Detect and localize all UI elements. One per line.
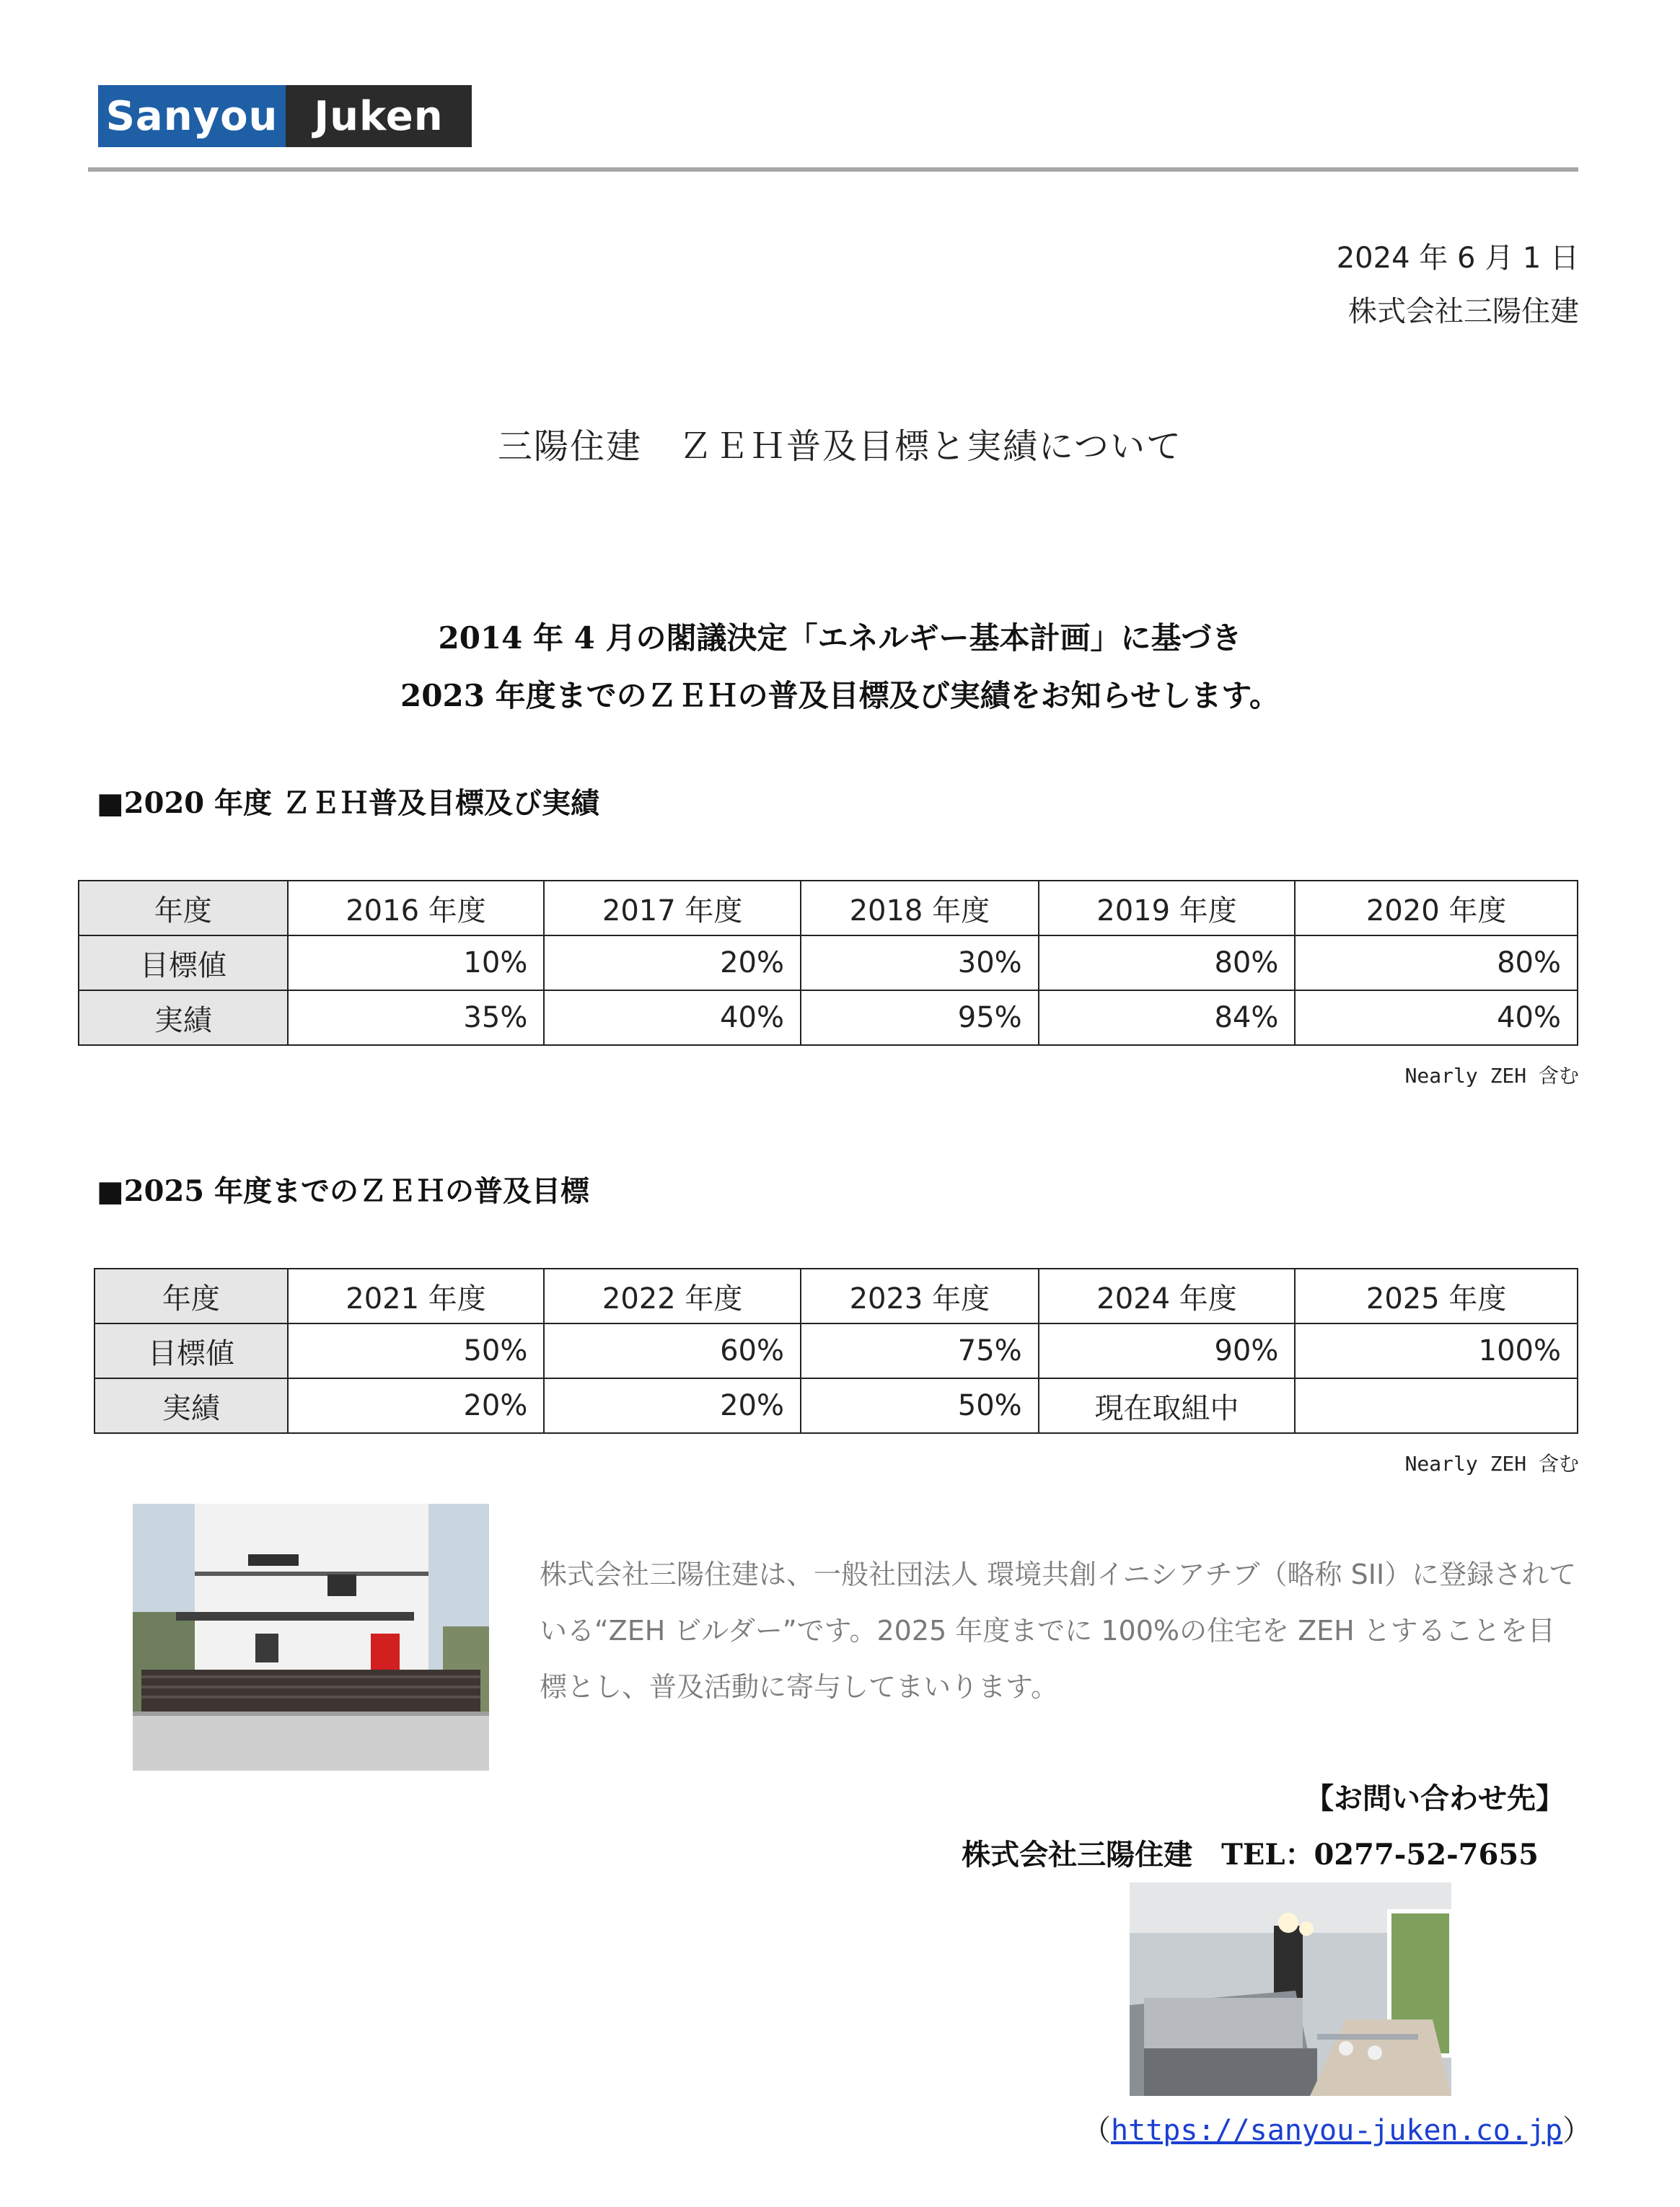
table-cell: 80%: [1295, 935, 1578, 990]
document-date: 2024 年 6 月 1 日: [1336, 242, 1579, 275]
table-cell: 90%: [1039, 1323, 1296, 1378]
house-exterior-photo: [133, 1504, 489, 1771]
table-cell: 2023 年度: [801, 1269, 1039, 1323]
table-cell: 現在取組中: [1039, 1378, 1296, 1433]
company-logo: [98, 85, 472, 147]
url-open-paren: （: [1082, 2114, 1111, 2147]
logo-left-text: Sanyou: [98, 85, 286, 147]
table-header-row: [79, 881, 1578, 935]
table-cell: 目標値: [94, 1323, 288, 1378]
zeh-builder-description: 株式会社三陽住建は、一般社団法人 環境共創イニシアチブ（略称 SII）に登録されている“ZEH ビルダー”です。2025 年度までに 100%の住宅を ZEH とすることを目標とし、普及活動に寄与してまいります。: [540, 1559, 1577, 1703]
issuer-company: 株式会社三陽住建: [1348, 295, 1579, 328]
header-divider: [88, 167, 1578, 172]
table-row-actual: [94, 1378, 1578, 1433]
table-note-2020: Nearly ZEH 含む: [1404, 1064, 1579, 1088]
logo-right-text: Juken: [286, 85, 472, 147]
contact-heading: 【お問い合わせ先】: [1305, 1781, 1565, 1815]
table-cell: 50%: [801, 1378, 1039, 1433]
table-cell: 2025 年度: [1295, 1269, 1578, 1323]
table-cell: 20%: [544, 1378, 801, 1433]
lead-line-2: 2023 年度までのＺＥＨの普及目標及び実績をお知らせします。: [400, 678, 1280, 713]
table-cell: 10%: [288, 935, 545, 990]
table-cell: 年度: [79, 881, 288, 935]
table-cell: 75%: [801, 1323, 1039, 1378]
table-cell: 50%: [288, 1323, 545, 1378]
website-url-line: [1082, 2107, 1591, 2149]
table-cell: 2024 年度: [1039, 1269, 1296, 1323]
table-cell: 目標値: [79, 935, 288, 990]
table-2020-targets: [78, 880, 1578, 1046]
table-cell: 40%: [544, 990, 801, 1045]
table-cell: [1295, 1378, 1578, 1433]
table-cell: 60%: [544, 1323, 801, 1378]
table-cell: 実績: [79, 990, 288, 1045]
table-cell: 20%: [288, 1378, 545, 1433]
table-note-2025: Nearly ZEH 含む: [1404, 1452, 1579, 1476]
table-cell: 40%: [1295, 990, 1578, 1045]
table-cell: 2019 年度: [1039, 881, 1296, 935]
interior-photo: [1130, 1882, 1451, 2096]
table-cell: 80%: [1039, 935, 1296, 990]
table-row-target: [94, 1323, 1578, 1378]
table-cell: 84%: [1039, 990, 1296, 1045]
url-close-paren: ）: [1562, 2114, 1592, 2147]
table-cell: 年度: [94, 1269, 288, 1323]
table-cell: 実績: [94, 1378, 288, 1433]
table-cell: 35%: [288, 990, 545, 1045]
table-cell: 30%: [801, 935, 1039, 990]
table-cell: 2022 年度: [544, 1269, 801, 1323]
table-2025-targets: [94, 1268, 1578, 1434]
table-row-actual: [79, 990, 1578, 1045]
table-cell: 100%: [1295, 1323, 1578, 1378]
table-header-row: [94, 1269, 1578, 1323]
website-link[interactable]: https://sanyou-juken.co.jp: [1111, 2114, 1563, 2147]
table-cell: 20%: [544, 935, 801, 990]
lead-line-1: 2014 年 4 月の閣議決定「エネルギー基本計画」に基づき: [438, 620, 1242, 656]
document-title: 三陽住建 ＺＥＨ普及目標と実績について: [497, 426, 1183, 467]
table-cell: 95%: [801, 990, 1039, 1045]
table-cell: 2016 年度: [288, 881, 545, 935]
table-row-target: [79, 935, 1578, 990]
section-heading-2020: ■2020 年度 ＺＥＨ普及目標及び実績: [97, 786, 599, 820]
table-cell: 2018 年度: [801, 881, 1039, 935]
table-cell: 2021 年度: [288, 1269, 545, 1323]
table-cell: 2017 年度: [544, 881, 801, 935]
table-cell: 2020 年度: [1295, 881, 1578, 935]
contact-info: 株式会社三陽住建 TEL：0277-52-7655: [962, 1838, 1539, 1872]
section-heading-2025: ■2025 年度までのＺＥＨの普及目標: [97, 1174, 590, 1208]
